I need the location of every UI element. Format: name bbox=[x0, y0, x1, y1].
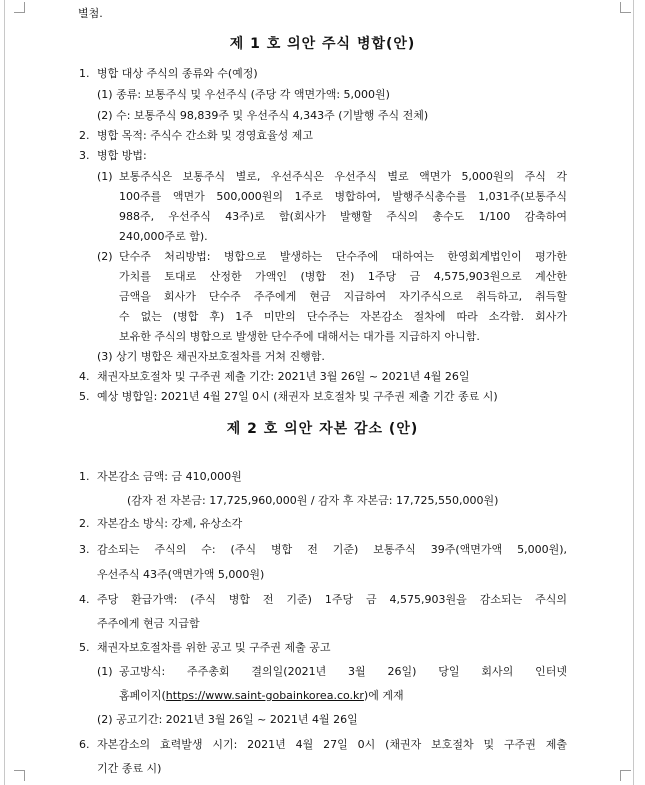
paragraph-line: 240,000주로 함). bbox=[119, 230, 208, 243]
homepage-suffix: )에 게재 bbox=[363, 689, 404, 702]
sub-item: (1) 종류: 보통주식 및 우선주식 (주당 각 액면가액: 5,000원) bbox=[97, 88, 390, 101]
page-corner-mark bbox=[620, 770, 631, 781]
paragraph-line: 단수주 처리방법: 병합으로 발생하는 단수주에 대하여는 한영회계법인이 평가한 bbox=[119, 250, 567, 263]
paragraph-line: 가치를 토대로 산정한 가액인 (병합 전) 1주당 금 4,575,903원으로 계산한 bbox=[119, 270, 567, 283]
paragraph-line bbox=[119, 689, 404, 703]
paragraph-line: 수 없는 (병합 후) 1주 미만의 단수주는 자본감소 절차에 따라 소각함. 회사가 bbox=[119, 310, 567, 323]
paragraph-line: 공고방식: 주주총회 결의일(2021년 3월 26일) 당일 회사의 인터넷 bbox=[119, 665, 567, 678]
list-item-continuation: 우선주식 43주(액면가액 5,000원) bbox=[97, 568, 265, 581]
list-number: 3. bbox=[79, 149, 90, 162]
list-item: 감소되는 주식의 수: (주식 병합 전 기준) 보통주식 39주(액면가액 5,000원), bbox=[97, 543, 567, 556]
list-number: 2. bbox=[79, 129, 90, 142]
homepage-link[interactable]: https://www.saint-gobainkorea.co.kr bbox=[165, 689, 364, 702]
homepage-prefix: 홈페이지( bbox=[119, 689, 166, 702]
page-corner-mark bbox=[14, 770, 25, 781]
list-item: 채권자보호절차를 위한 공고 및 구주권 제출 공고 bbox=[97, 641, 331, 654]
sub-item-label: (2) bbox=[97, 250, 113, 263]
page-corner-mark bbox=[620, 2, 631, 13]
list-item: 병합 대상 주식의 종류와 수(예정) bbox=[97, 67, 258, 80]
sub-item: (3) 상기 병합은 채권자보호절차를 거쳐 진행함. bbox=[97, 350, 325, 363]
agenda1-title: 제 1 호 의안 주식 병합(안) bbox=[229, 36, 416, 52]
list-number: 1. bbox=[79, 67, 90, 80]
list-number: 4. bbox=[79, 370, 90, 383]
top-fragment-text: 별첨. bbox=[78, 7, 103, 20]
paragraph-line: 100주를 액면가 500,000원의 1주로 병합하여, 발행주식총수를 1,031주(보통주식 bbox=[119, 190, 567, 203]
list-item-detail: (감자 전 자본금: 17,725,960,000원 / 감자 후 자본금: 17,725,550,000원) bbox=[127, 494, 499, 507]
list-number: 4. bbox=[79, 593, 90, 606]
list-number: 2. bbox=[79, 517, 90, 530]
list-item-continuation: 주주에게 현금 지급함 bbox=[97, 617, 200, 630]
list-number: 5. bbox=[79, 641, 90, 654]
list-number: 5. bbox=[79, 390, 90, 403]
list-item-continuation: 기간 종료 시) bbox=[97, 762, 162, 775]
list-item: 주당 환급가액: (주식 병합 전 기준) 1주당 금 4,575,903원을 감소되는 주식의 bbox=[97, 593, 567, 606]
list-item: 자본감소 방식: 강제, 유상소각 bbox=[97, 517, 243, 530]
paragraph-line: 988주, 우선주식 43주)로 함(회사가 발행할 주식의 총수도 1/100 감축하여 bbox=[119, 210, 567, 223]
list-item: 자본감소 금액: 금 410,000원 bbox=[97, 470, 242, 483]
page-corner-mark bbox=[14, 2, 25, 13]
paragraph-line: 보유한 주식의 병합으로 발생한 단수주에 대해서는 대가를 지급하지 아니함. bbox=[119, 330, 480, 343]
list-number: 3. bbox=[79, 543, 90, 556]
list-number: 1. bbox=[79, 470, 90, 483]
list-item: 병합 목적: 주식수 간소화 및 경영효율성 제고 bbox=[97, 129, 313, 142]
sub-item: (2) 공고기간: 2021년 3월 26일 ~ 2021년 4월 26일 bbox=[97, 713, 358, 726]
sub-item: (2) 수: 보통주식 98,839주 및 우선주식 4,343주 (기발행 주식 전체) bbox=[97, 109, 429, 122]
list-item: 채권자보호절차 및 구주권 제출 기간: 2021년 3월 26일 ~ 2021년 4월 26일 bbox=[97, 370, 470, 383]
list-item: 병합 방법: bbox=[97, 149, 147, 162]
paragraph-line: 보통주식은 보통주식 별로, 우선주식은 우선주식 별로 액면가 5,000원의 주식 각 bbox=[119, 170, 567, 183]
agenda2-title: 제 2 호 의안 자본 감소 (안) bbox=[226, 421, 419, 437]
sub-item-label: (1) bbox=[97, 170, 113, 183]
paragraph-line: 금액을 회사가 단수주 주주에게 현금 지급하여 자기주식으로 취득하고, 취득할 bbox=[119, 290, 567, 303]
list-item: 자본감소의 효력발생 시기: 2021년 4월 27일 0시 (채권자 보호절차 및 구주권 제출 bbox=[97, 738, 567, 751]
list-item: 예상 병합일: 2021년 4월 27일 0시 (채권자 보호절차 및 구주권 제출 기간 종료 시) bbox=[97, 390, 498, 403]
sub-item-label: (1) bbox=[97, 665, 113, 678]
list-number: 6. bbox=[79, 738, 90, 751]
